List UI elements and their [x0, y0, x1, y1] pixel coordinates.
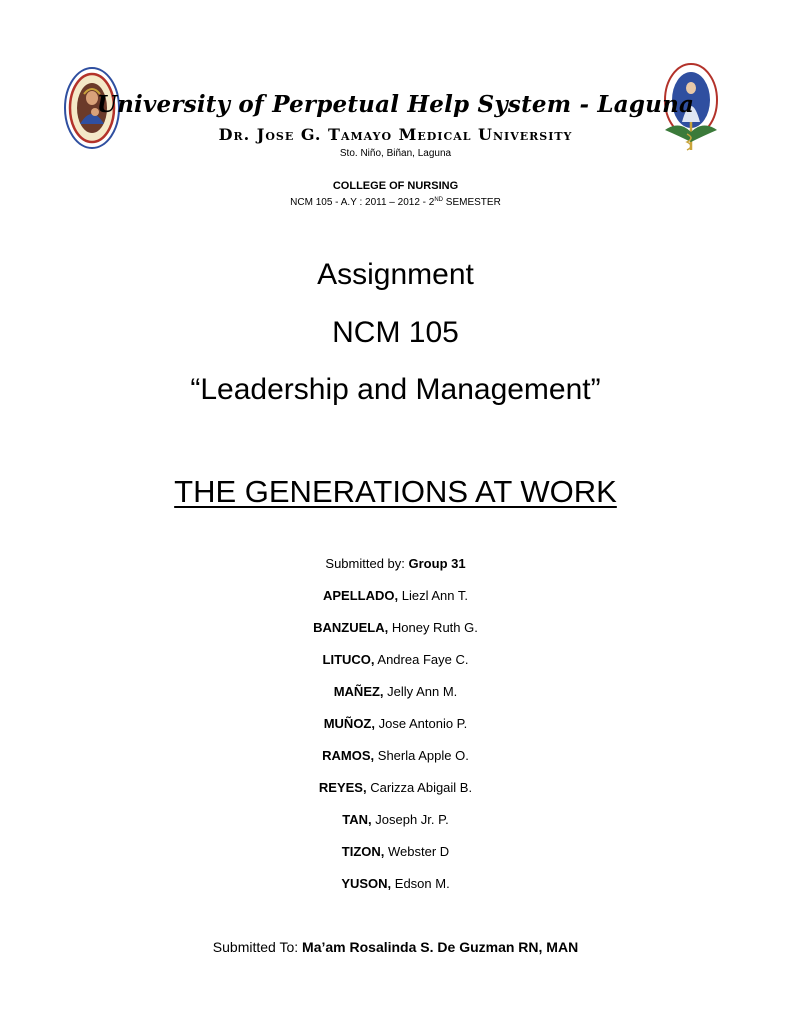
member-first-name: Sherla Apple O. — [374, 748, 469, 763]
medical-university-name: Dr. Jose G. Tamayo Medical University — [218, 125, 573, 144]
member-last-name: MUÑOZ, — [323, 716, 375, 731]
member-row — [0, 780, 791, 795]
member-first-name: Andrea Faye C. — [374, 652, 469, 667]
member-row — [0, 684, 791, 699]
semester-ordinal-suffix: ND — [434, 197, 444, 203]
member-row — [0, 844, 791, 859]
submitted-by-line — [0, 556, 791, 571]
member-row — [0, 748, 791, 763]
college-name: COLLEGE OF NURSING — [332, 180, 459, 192]
course-line-suffix: SEMESTER — [443, 197, 501, 208]
member-first-name: Edson M. — [391, 876, 450, 891]
university-location: Sto. Niño, Biñan, Laguna — [339, 148, 452, 159]
member-last-name: MAÑEZ, — [333, 684, 384, 699]
member-last-name: TIZON, — [341, 844, 385, 859]
member-row — [0, 652, 791, 667]
topic-title: THE GENERATIONS AT WORK — [174, 474, 617, 509]
member-row — [0, 812, 791, 827]
member-last-name: REYES, — [318, 780, 367, 795]
member-row — [0, 620, 791, 635]
member-first-name: Carizza Abigail B. — [366, 780, 473, 795]
member-first-name: Webster D — [384, 844, 450, 859]
member-last-name: APELLADO, — [323, 588, 399, 603]
member-first-name: Jose Antonio P. — [375, 716, 468, 731]
member-last-name: YUSON, — [341, 876, 392, 891]
group-name: Group 31 — [408, 556, 466, 571]
course-semester-line — [0, 197, 791, 208]
member-first-name: Honey Ruth G. — [388, 620, 478, 635]
course-code-heading: NCM 105 — [332, 316, 459, 349]
member-first-name: Joseph Jr. P. — [371, 812, 449, 827]
submitted-by-label: Submitted by: — [325, 556, 409, 571]
member-last-name: LITUCO, — [322, 652, 375, 667]
member-last-name: RAMOS, — [322, 748, 375, 763]
university-name: University of Perpetual Help System - Laguna — [96, 91, 695, 118]
member-last-name: BANZUELA, — [313, 620, 389, 635]
member-first-name: Jelly Ann M. — [383, 684, 458, 699]
member-first-name: Liezl Ann T. — [398, 588, 468, 603]
member-row — [0, 716, 791, 731]
member-row — [0, 588, 791, 603]
subject-heading: “Leadership and Management” — [190, 373, 601, 406]
assignment-heading: Assignment — [317, 258, 474, 291]
member-last-name: TAN, — [342, 812, 372, 827]
course-line-prefix: NCM 105 - A.Y : 2011 – 2012 - 2 — [290, 197, 435, 208]
submitted-to-line — [0, 939, 791, 955]
adviser-name: Ma’am Rosalinda S. De Guzman RN, MAN — [302, 939, 579, 955]
submitted-to-label: Submitted To: — [212, 939, 303, 955]
member-row — [0, 876, 791, 891]
